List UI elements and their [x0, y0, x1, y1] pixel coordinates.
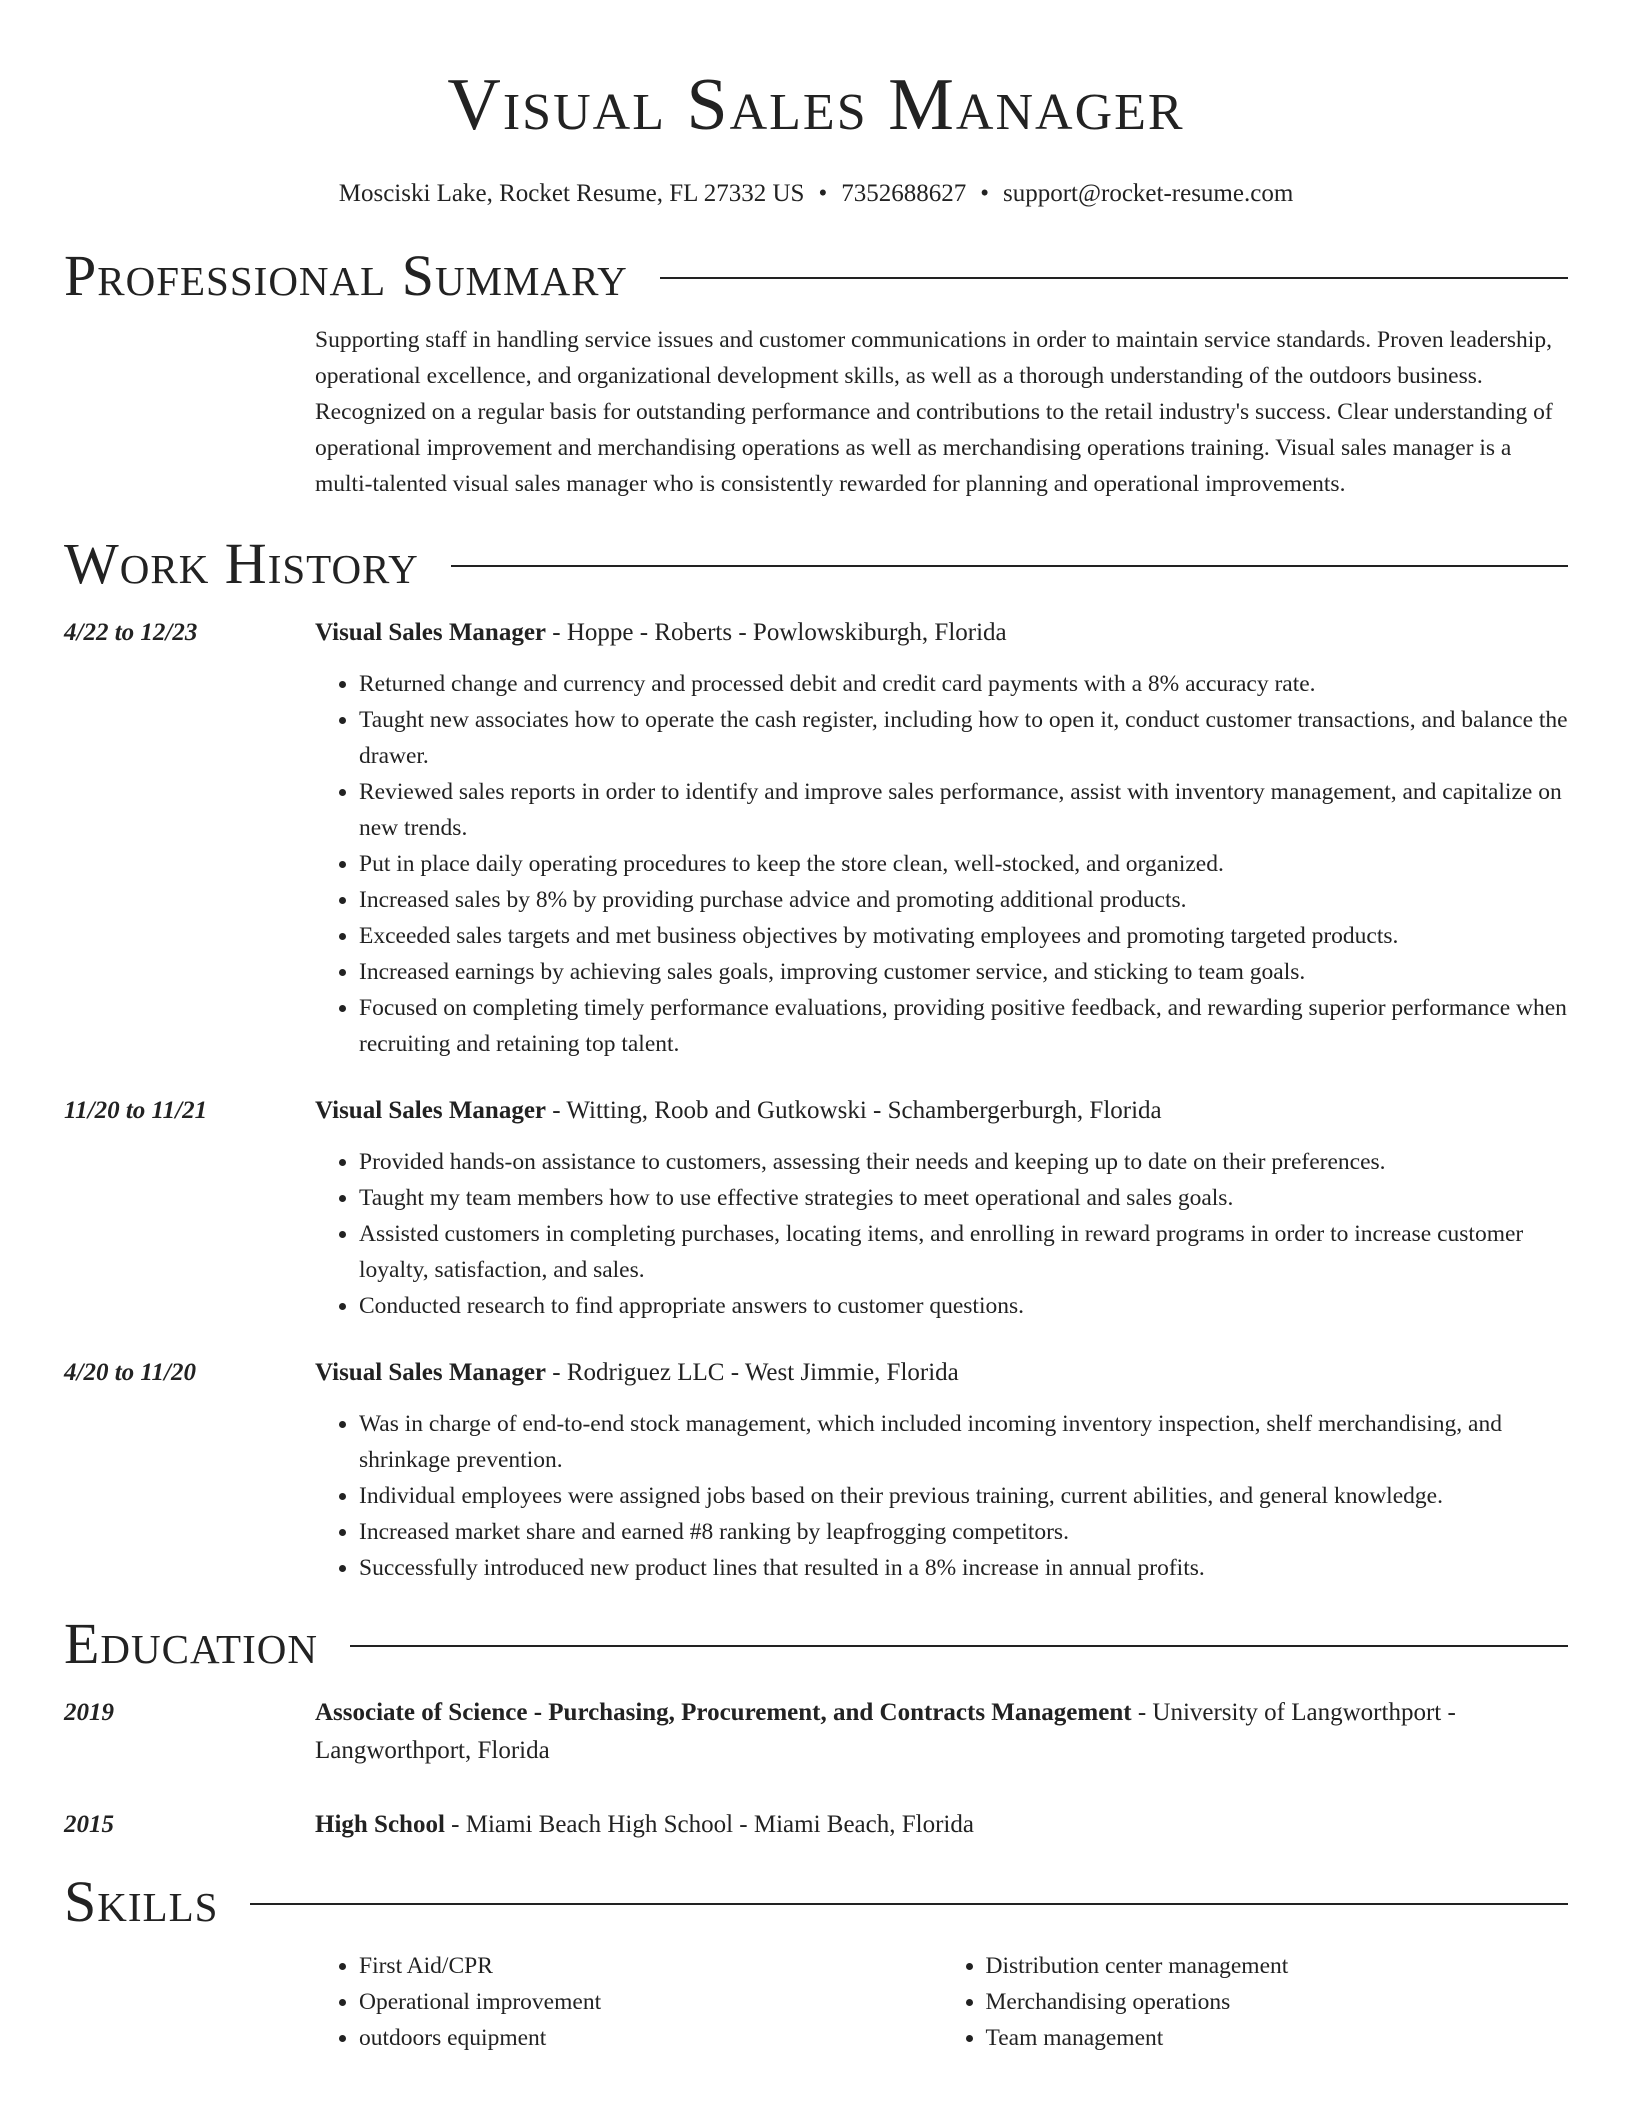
job-dates: 4/20 to 11/20: [64, 1359, 196, 1386]
education-heading: Education: [64, 1611, 318, 1676]
contact-separator: •: [980, 180, 989, 207]
education-school-location: - University of Langworthport - Langworthport, Florida: [315, 1699, 1456, 1764]
skills-column-right: [942, 1948, 1569, 2056]
summary-section-header: [64, 244, 1568, 308]
education-year: 2019: [64, 1699, 114, 1726]
job-bullet: • Provided hands-on assistance to customers, assessing their needs and keeping up to date on their preferences.: [359, 1144, 1568, 1180]
job-bullet: • Increased market share and earned #8 ranking by leapfrogging competitors.: [359, 1514, 1568, 1550]
skills-columns: [315, 1948, 1568, 2056]
education-entry: [64, 1806, 1568, 1844]
education-list: [64, 1694, 1568, 1844]
education-section-header: [64, 1612, 1568, 1676]
resume-name: Visual Sales Manager: [447, 64, 1185, 146]
job-dates: 4/22 to 12/23: [64, 619, 198, 646]
job-bullet: • Focused on completing timely performance evaluations, providing positive feedback, and rewarding superior performance when recruiting and retaining top talent.: [359, 990, 1568, 1062]
job-title: Visual Sales Manager: [315, 1359, 547, 1386]
skill-item: • Merchandising operations: [986, 1984, 1569, 2020]
job-body: [315, 1092, 1568, 1324]
job-employer-location: - Witting, Roob and Gutkowski - Schambergerburgh, Florida: [546, 1097, 1162, 1124]
job-dates: 11/20 to 11/21: [64, 1097, 208, 1124]
work-history-list: [64, 614, 1568, 1586]
job-bullet: • Was in charge of end-to-end stock management, which included incoming inventory inspection, shelf merchandising, and shrinkage prevention.: [359, 1406, 1568, 1478]
contact-line: [64, 178, 1568, 210]
job-bullet: • Exceeded sales targets and met business objectives by motivating employees and promoting targeted products.: [359, 918, 1568, 954]
education-school-location: - Miami Beach High School - Miami Beach, Florida: [444, 1811, 974, 1838]
education-degree: Associate of Science - Purchasing, Procurement, and Contracts Management: [315, 1699, 1132, 1726]
job-bullet: • Put in place daily operating procedures to keep the store clean, well-stocked, and organized.: [359, 846, 1568, 882]
summary-text: Supporting staff in handling service issues and customer communications in order to maintain service standards. Proven leadership, operational excellence, and organizational development skills, as well as a thorough understanding of the outdoors business. Recognized on a regular basis for outstanding performance and contributions to the retail industry's success. Clear understanding of operational improvement and merchandising operations as well as merchandising operations training. Visual sales manager is a multi-talented visual sales manager who is consistently rewarded for planning and operational improvements.: [315, 327, 1553, 497]
section-divider: [350, 1645, 1568, 1647]
education-body: [315, 1694, 1568, 1770]
job-title-line: [315, 614, 1568, 652]
job-bullet: • Increased sales by 8% by providing purchase advice and promoting additional products.: [359, 882, 1568, 918]
skills-section-header: [64, 1870, 1568, 1934]
job-body: [315, 614, 1568, 1062]
contact-separator: •: [818, 180, 828, 207]
job-title-line: [315, 1092, 1568, 1130]
job-bullet: • Increased earnings by achieving sales goals, improving customer service, and sticking to team goals.: [359, 954, 1568, 990]
skill-item: • outdoors equipment: [359, 2020, 942, 2056]
skill-item: • First Aid/CPR: [359, 1948, 942, 1984]
education-year: 2015: [64, 1811, 114, 1838]
job-entry: [64, 1354, 1568, 1586]
contact-address: Mosciski Lake, Rocket Resume, FL 27332 US: [338, 180, 805, 207]
summary-heading: Professional Summary: [64, 243, 628, 308]
job-employer-location: - Rodriguez LLC - West Jimmie, Florida: [546, 1359, 959, 1386]
skill-item: • Operational improvement: [359, 1984, 942, 2020]
skills-heading: Skills: [64, 1869, 219, 1934]
job-bullet-list: [315, 666, 1568, 1062]
job-bullet: • Successfully introduced new product lines that resulted in a 8% increase in annual profits.: [359, 1550, 1568, 1586]
job-bullet: • Conducted research to find appropriate answers to customer questions.: [359, 1288, 1568, 1324]
job-bullet: • Assisted customers in completing purchases, locating items, and enrolling in reward programs in order to increase customer loyalty, satisfaction, and sales.: [359, 1216, 1568, 1288]
job-bullet: • Taught my team members how to use effective strategies to meet operational and sales goals.: [359, 1180, 1568, 1216]
job-title: Visual Sales Manager: [315, 619, 547, 646]
contact-email: support@rocket-resume.com: [1002, 180, 1294, 207]
work-section-header: [64, 532, 1568, 596]
education-entry: [64, 1694, 1568, 1770]
job-bullet-list: [315, 1144, 1568, 1324]
job-bullet: • Taught new associates how to operate the cash register, including how to open it, conduct customer transactions, and balance the drawer.: [359, 702, 1568, 774]
job-title: Visual Sales Manager: [315, 1097, 547, 1124]
job-bullet: • Returned change and currency and processed debit and credit card payments with a 8% accuracy rate.: [359, 666, 1568, 702]
job-employer-location: - Hoppe - Roberts - Powlowskiburgh, Florida: [546, 619, 1007, 646]
education-body: [315, 1806, 1568, 1844]
job-body: [315, 1354, 1568, 1586]
education-degree: High School: [315, 1811, 445, 1838]
section-divider: [250, 1903, 1568, 1905]
job-title-line: [315, 1354, 1568, 1392]
skill-item: • Team management: [986, 2020, 1569, 2056]
section-divider: [451, 565, 1568, 567]
job-entry: [64, 1092, 1568, 1324]
section-divider: [660, 277, 1568, 279]
job-bullet: • Reviewed sales reports in order to identify and improve sales performance, assist with inventory management, and capitalize on new trends.: [359, 774, 1568, 846]
job-entry: [64, 614, 1568, 1062]
contact-phone: 7352688627: [841, 180, 967, 207]
job-bullet: • Individual employees were assigned jobs based on their previous training, current abilities, and general knowledge.: [359, 1478, 1568, 1514]
work-heading: Work History: [64, 531, 419, 596]
job-bullet-list: [315, 1406, 1568, 1586]
skills-column-left: [315, 1948, 942, 2056]
skill-item: • Distribution center management: [986, 1948, 1569, 1984]
